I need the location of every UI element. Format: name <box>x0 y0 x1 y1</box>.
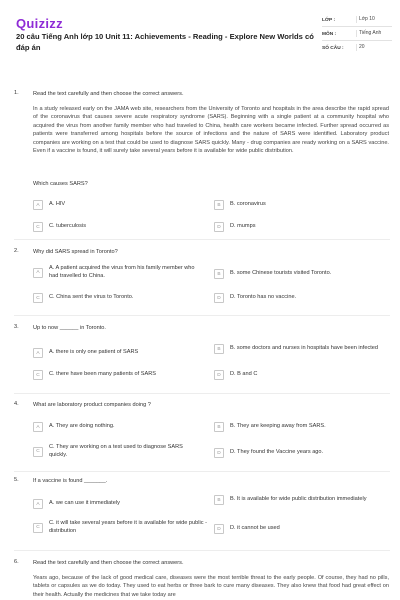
option-d[interactable] <box>214 293 296 303</box>
option-d[interactable] <box>214 222 256 232</box>
option-text: B. coronavirus <box>230 201 266 208</box>
option-text: A. HIV <box>49 201 66 208</box>
option-letter: A <box>33 200 43 210</box>
question-number: 1. <box>14 90 19 96</box>
option-b[interactable] <box>214 422 326 432</box>
option-c[interactable] <box>33 293 133 303</box>
option-letter: D <box>214 222 224 232</box>
divider <box>14 239 390 240</box>
option-c[interactable] <box>33 370 156 380</box>
question-number: 5. <box>14 477 19 483</box>
option-b[interactable] <box>214 344 389 354</box>
option-d[interactable] <box>214 448 323 458</box>
option-letter: C <box>33 523 43 533</box>
option-letter: D <box>214 448 224 458</box>
meta-row-subject <box>322 27 392 41</box>
question-instruction: Read the text carefully and then choose the correct answers. <box>33 91 184 97</box>
question-prompt: Why did SARS spread in Toronto? <box>33 249 118 255</box>
option-b[interactable] <box>214 200 266 210</box>
option-text: C. there have been many patients of SARS <box>49 371 156 378</box>
option-letter: D <box>214 293 224 303</box>
question-prompt: Which causes SARS? <box>33 181 88 187</box>
reading-passage: In a study released early on the JAMA web site, researchers from the University of Toronto and hospitals in the area describe the rapid spread of the coronavirus that causes severe acute respiratory syndrome (SARS). Beginning with a single patient at a community hospital who acquired the virus from another family member who had traveled to China, health care workers became infected. Further spread occurred as patients were transferred among hospitals before the source of infections and the nature of SARS were identified. Laboratory product companies are working on a test that could be used to diagnose SARS quickly. Many - drug companies are ready working on a SARS vaccine. Even if a vaccine is found, it will surely take several years before it is available for wide public distribution. <box>33 106 389 155</box>
question-instruction: Read the text carefully and then choose the correct answers. <box>33 560 184 566</box>
question-number: 6. <box>14 559 19 565</box>
option-text: A. we can use it immediately <box>49 500 120 507</box>
option-text: A. there is only one patient of SARS <box>49 349 139 356</box>
option-text: D. B and C <box>230 371 258 378</box>
option-text: B. some Chinese tourists visited Toronto. <box>230 270 332 277</box>
option-a[interactable] <box>33 265 208 280</box>
option-text: A. They are doing nothing. <box>49 423 115 430</box>
option-text: B. It is available for wide public distribution immediately <box>230 496 367 503</box>
option-text: C. it will take several years before it is available for wide public - distribution <box>49 520 207 534</box>
option-letter: A <box>33 268 43 278</box>
divider <box>14 315 390 316</box>
option-letter: B <box>214 344 224 354</box>
option-c[interactable] <box>33 520 211 535</box>
option-letter: B <box>214 422 224 432</box>
document-title: 20 câu Tiếng Anh lớp 10 Unit 11: Achievements - Reading - Explore New Worlds có đáp án <box>16 32 314 52</box>
option-b[interactable] <box>214 495 389 505</box>
divider <box>14 550 390 551</box>
option-letter: C <box>33 370 43 380</box>
question-prompt: Up to now ______ in Toronto. <box>33 325 106 331</box>
document-header <box>0 0 400 80</box>
option-text: B. some doctors and nurses in hospitals have been infected <box>230 345 379 352</box>
question-prompt: What are laboratory product companies doing ? <box>33 402 151 408</box>
subject-label: MÔN : <box>322 32 337 37</box>
quizizz-logo: Quizizz <box>16 16 63 31</box>
meta-info-box <box>322 13 392 54</box>
option-a[interactable] <box>33 200 65 210</box>
option-letter: B <box>214 495 224 505</box>
divider <box>14 471 390 472</box>
option-text: C. tuberculosis <box>49 223 86 230</box>
subject-value: Tiếng Anh <box>356 30 392 37</box>
option-a[interactable] <box>33 348 138 358</box>
option-letter: D <box>214 524 224 534</box>
meta-row-grade <box>322 13 392 27</box>
option-letter: C <box>33 447 43 457</box>
meta-row-count <box>322 41 392 54</box>
option-text: D. They found the Vaccine years ago. <box>230 449 324 456</box>
option-letter: B <box>214 269 224 279</box>
option-c[interactable] <box>33 222 86 232</box>
option-a[interactable] <box>33 422 115 432</box>
divider <box>14 393 390 394</box>
option-text: D. it cannot be used <box>230 525 280 532</box>
question-number: 4. <box>14 401 19 407</box>
option-d[interactable] <box>214 524 280 534</box>
option-a[interactable] <box>33 499 120 509</box>
option-c[interactable] <box>33 444 208 459</box>
option-b[interactable] <box>214 269 331 279</box>
option-d[interactable] <box>214 370 257 380</box>
option-letter: B <box>214 200 224 210</box>
grade-label: LỚP : <box>322 18 336 23</box>
option-letter: A <box>33 499 43 509</box>
option-text: A. A patient acquired the virus from his family member who had travelled to China. <box>49 265 195 279</box>
quiz-content <box>0 84 400 600</box>
option-letter: C <box>33 222 43 232</box>
reading-passage: Years ago, because of the lack of good medical care, diseases were the most terrible threat to the early people. Of course, they had no pills, tablets or capsules as we do today. They used to eat herbs or three bark to cure many diseases. They also knew that food had great effect on their health. Actually the medicines that we take today are <box>33 575 389 598</box>
option-text: C. China sent the virus to Toronto. <box>49 294 134 301</box>
count-label: SỐ CÂU : <box>322 46 344 51</box>
count-value: 20 <box>356 44 392 51</box>
grade-value: Lớp 10 <box>356 16 392 23</box>
option-text: B. They are keeping away from SARS. <box>230 423 326 430</box>
question-number: 2. <box>14 248 19 254</box>
option-letter: C <box>33 293 43 303</box>
option-text: D. mumps <box>230 223 256 230</box>
option-letter: D <box>214 370 224 380</box>
option-text: C. They are working on a test used to diagnose SARS quickly. <box>49 444 183 458</box>
question-prompt: If a vaccine is found _______. <box>33 478 108 484</box>
option-letter: A <box>33 348 43 358</box>
question-number: 3. <box>14 324 19 330</box>
option-text: D. Toronto has no vaccine. <box>230 294 297 301</box>
option-letter: A <box>33 422 43 432</box>
